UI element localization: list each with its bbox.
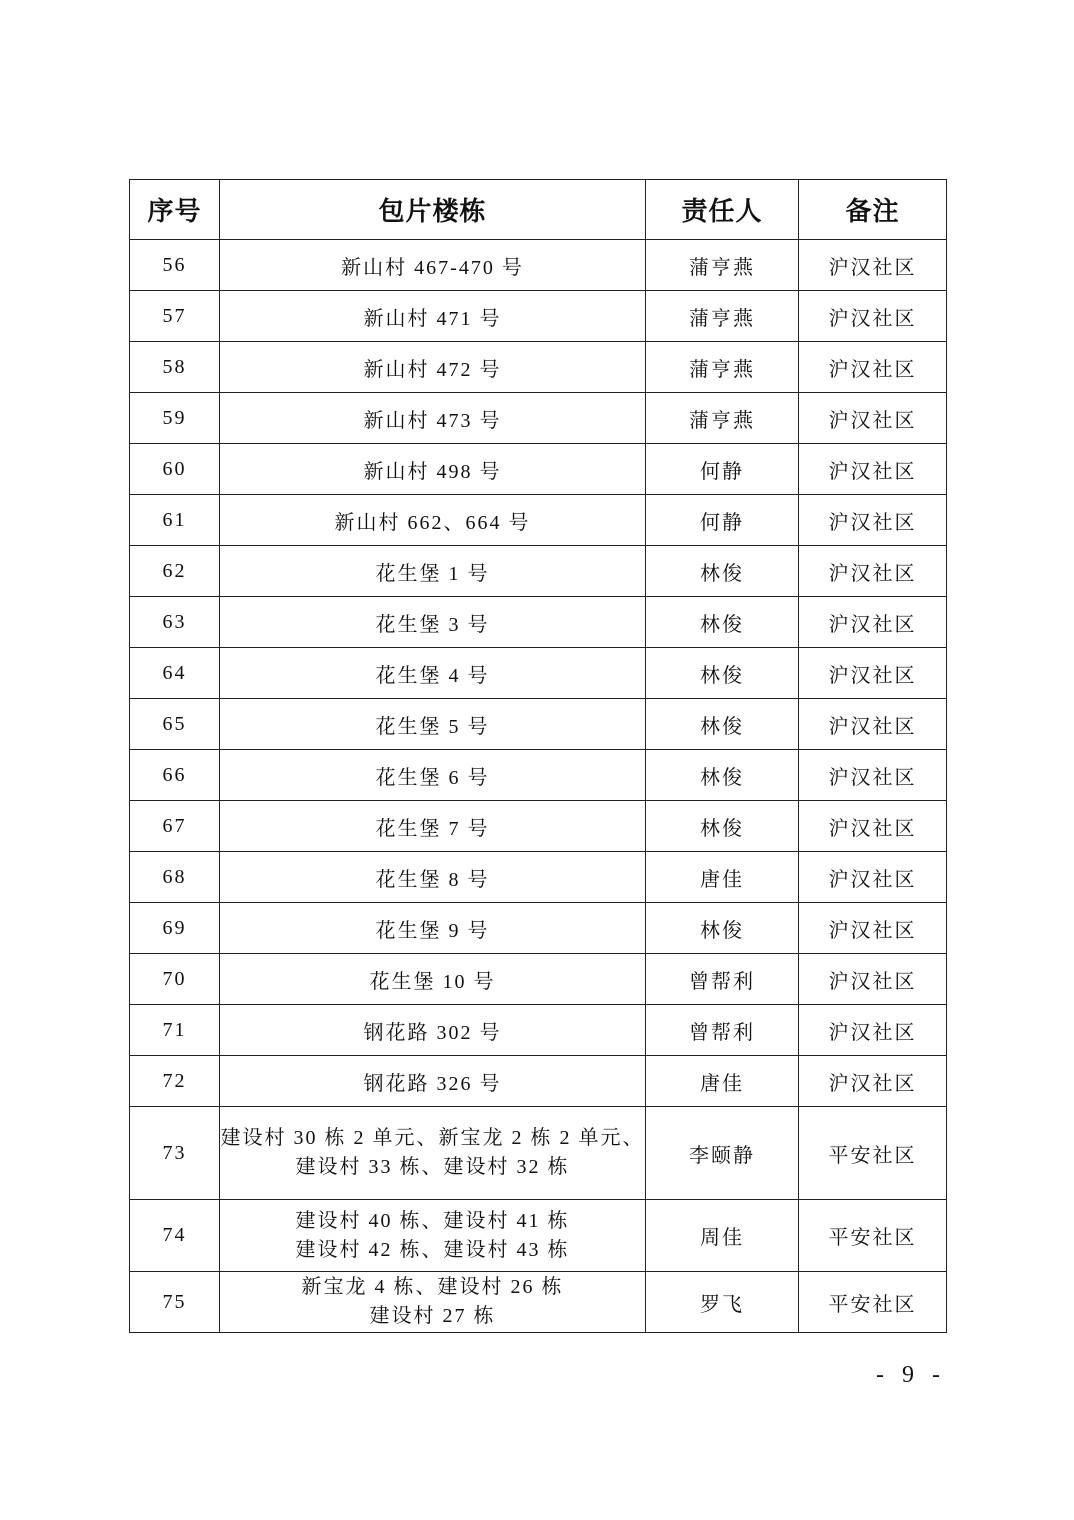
row-note: 平安社区: [799, 1272, 947, 1333]
table-row: [130, 1005, 947, 1056]
row-note: 沪汉社区: [799, 495, 947, 546]
row-person: 蒲亨燕: [646, 291, 799, 342]
header-note: 备注: [799, 180, 947, 240]
table-row: [130, 699, 947, 750]
row-note: 沪汉社区: [799, 1056, 947, 1107]
building-line: 建设村 33 栋、建设村 32 栋: [295, 1156, 570, 1178]
table-row: [130, 444, 947, 495]
table-row: [130, 291, 947, 342]
row-building: 新山村 472 号: [220, 342, 646, 393]
row-no: 65: [130, 699, 220, 750]
table-row: [130, 597, 947, 648]
row-building: 花生堡 4 号: [220, 648, 646, 699]
row-note: 沪汉社区: [799, 954, 947, 1005]
row-person: 蒲亨燕: [646, 240, 799, 291]
row-no: 61: [130, 495, 220, 546]
table-row: [130, 1200, 947, 1272]
row-building: 花生堡 7 号: [220, 801, 646, 852]
table-row: [130, 1107, 947, 1200]
row-building: 花生堡 5 号: [220, 699, 646, 750]
row-person: 曾帮利: [646, 954, 799, 1005]
row-person: 唐佳: [646, 852, 799, 903]
row-no: 74: [130, 1200, 220, 1272]
row-no: 63: [130, 597, 220, 648]
header-building: 包片楼栋: [220, 180, 646, 240]
row-person: 蒲亨燕: [646, 342, 799, 393]
row-note: 沪汉社区: [799, 1005, 947, 1056]
row-building: 钢花路 326 号: [220, 1056, 646, 1107]
row-no: 58: [130, 342, 220, 393]
row-no: 60: [130, 444, 220, 495]
row-note: 沪汉社区: [799, 240, 947, 291]
row-person: 唐佳: [646, 1056, 799, 1107]
row-person: 林俊: [646, 546, 799, 597]
row-no: 69: [130, 903, 220, 954]
row-no: 56: [130, 240, 220, 291]
row-person: 林俊: [646, 750, 799, 801]
row-no: 75: [130, 1272, 220, 1333]
building-line: 建设村 30 栋 2 单元、新宝龙 2 栋 2 单元、: [220, 1127, 645, 1149]
row-building: 花生堡 1 号: [220, 546, 646, 597]
row-building: 花生堡 6 号: [220, 750, 646, 801]
row-no: 68: [130, 852, 220, 903]
row-note: 沪汉社区: [799, 393, 947, 444]
row-note: 沪汉社区: [799, 444, 947, 495]
row-building: 新山村 473 号: [220, 393, 646, 444]
table-row: [130, 495, 947, 546]
building-line: 建设村 40 栋、建设村 41 栋: [295, 1209, 570, 1232]
table-row: [130, 1272, 947, 1333]
table-row: [130, 393, 947, 444]
row-note: 沪汉社区: [799, 597, 947, 648]
table-row: [130, 546, 947, 597]
table-row: [130, 903, 947, 954]
table-row: [130, 1056, 947, 1107]
row-no: 66: [130, 750, 220, 801]
row-person: 蒲亨燕: [646, 393, 799, 444]
row-building: [220, 1107, 646, 1200]
row-person: 周佳: [646, 1200, 799, 1272]
building-line: 建设村 42 栋、建设村 43 栋: [295, 1238, 570, 1261]
table-row: [130, 852, 947, 903]
header-row: [130, 180, 947, 240]
row-building: [220, 1272, 646, 1333]
row-person: 罗飞: [646, 1272, 799, 1333]
row-note: 沪汉社区: [799, 852, 947, 903]
row-note: 沪汉社区: [799, 546, 947, 597]
row-note: 平安社区: [799, 1200, 947, 1272]
row-note: 沪汉社区: [799, 903, 947, 954]
row-no: 62: [130, 546, 220, 597]
row-note: 平安社区: [799, 1107, 947, 1200]
row-no: 71: [130, 1005, 220, 1056]
row-person: 林俊: [646, 801, 799, 852]
header-person: 责任人: [646, 180, 799, 240]
row-building: 新山村 471 号: [220, 291, 646, 342]
row-no: 64: [130, 648, 220, 699]
row-building: 花生堡 3 号: [220, 597, 646, 648]
row-building: 花生堡 10 号: [220, 954, 646, 1005]
page-number: - 9 -: [876, 1362, 946, 1388]
row-person: 林俊: [646, 699, 799, 750]
row-note: 沪汉社区: [799, 342, 947, 393]
row-building: [220, 1200, 646, 1272]
row-note: 沪汉社区: [799, 699, 947, 750]
row-person: 何静: [646, 444, 799, 495]
row-building: 新山村 662、664 号: [220, 495, 646, 546]
row-person: 林俊: [646, 903, 799, 954]
roster-table: [129, 179, 947, 1333]
table-row: [130, 240, 947, 291]
row-person: 何静: [646, 495, 799, 546]
row-person: 林俊: [646, 648, 799, 699]
row-note: 沪汉社区: [799, 750, 947, 801]
row-building: 钢花路 302 号: [220, 1005, 646, 1056]
row-building: 新山村 467-470 号: [220, 240, 646, 291]
building-line: 新宝龙 4 栋、建设村 26 栋: [301, 1276, 564, 1298]
row-building: 花生堡 9 号: [220, 903, 646, 954]
row-note: 沪汉社区: [799, 648, 947, 699]
row-no: 70: [130, 954, 220, 1005]
table-row: [130, 750, 947, 801]
row-person: 李颐静: [646, 1107, 799, 1200]
table-row: [130, 648, 947, 699]
row-no: 57: [130, 291, 220, 342]
row-note: 沪汉社区: [799, 801, 947, 852]
table-row: [130, 954, 947, 1005]
row-no: 73: [130, 1107, 220, 1200]
row-no: 59: [130, 393, 220, 444]
row-building: 新山村 498 号: [220, 444, 646, 495]
row-building: 花生堡 8 号: [220, 852, 646, 903]
row-person: 林俊: [646, 597, 799, 648]
row-no: 67: [130, 801, 220, 852]
building-line: 建设村 27 栋: [369, 1305, 496, 1327]
row-person: 曾帮利: [646, 1005, 799, 1056]
table-row: [130, 342, 947, 393]
table-row: [130, 801, 947, 852]
row-no: 72: [130, 1056, 220, 1107]
row-note: 沪汉社区: [799, 291, 947, 342]
header-no: 序号: [130, 180, 220, 240]
